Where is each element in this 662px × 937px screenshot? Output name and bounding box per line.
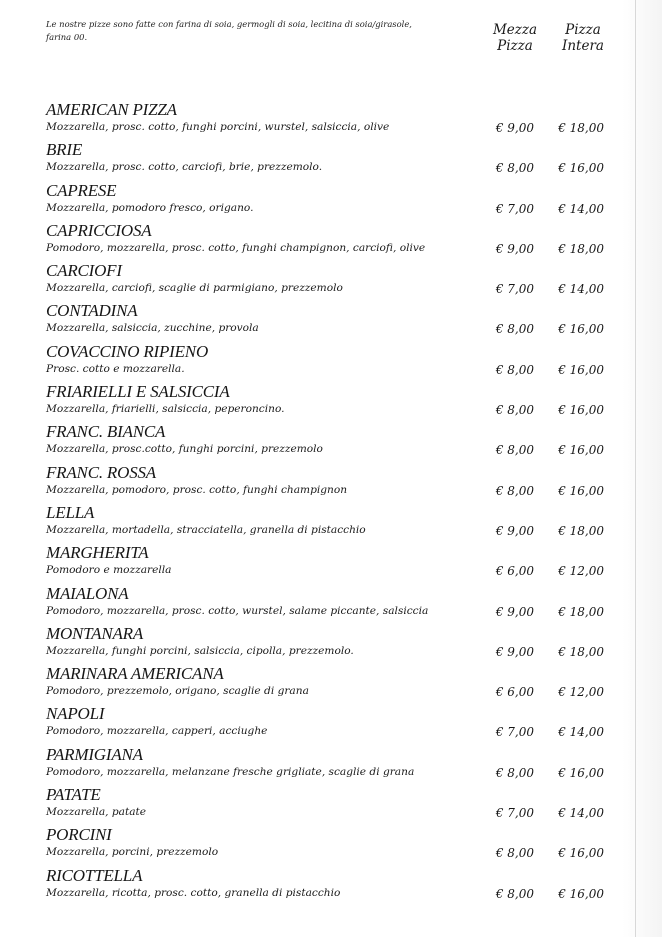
list-item bbox=[0, 866, 662, 906]
price-half-pizza: € 7,00 bbox=[495, 806, 534, 821]
list-item bbox=[0, 745, 662, 785]
pizza-ingredients: Mozzarella, prosc. cotto, funghi porcini, wurstel, salsiccia, olive bbox=[46, 121, 390, 133]
price-full-pizza: € 18,00 bbox=[558, 523, 604, 538]
price-full-pizza: € 16,00 bbox=[558, 483, 604, 498]
pizza-name: COVACCINO RIPIENO bbox=[46, 341, 209, 361]
pizza-name: LELLA bbox=[46, 502, 95, 522]
price-half-pizza: € 8,00 bbox=[495, 362, 534, 377]
price-full-pizza: € 16,00 bbox=[558, 403, 604, 418]
pizza-name: CAPRESE bbox=[46, 180, 117, 200]
pizza-ingredients: Mozzarella, funghi porcini, salsiccia, cipolla, prezzemolo. bbox=[46, 644, 354, 657]
column-header-full-pizza bbox=[548, 22, 618, 54]
pizza-ingredients: Mozzarella, prosc.cotto, funghi porcini, prezzemolo bbox=[46, 443, 323, 456]
price-half-pizza: € 8,00 bbox=[495, 403, 534, 418]
pizza-ingredients: Pomodoro e mozzarella bbox=[46, 564, 172, 577]
column-header-line: Pizza bbox=[497, 38, 533, 54]
column-header-line: Intera bbox=[562, 38, 604, 54]
price-full-pizza: € 16,00 bbox=[558, 886, 604, 901]
pizza-ingredients: Mozzarella, salsiccia, zucchine, provola bbox=[46, 322, 259, 335]
pizza-name: PORCINI bbox=[46, 825, 112, 845]
price-full-pizza: € 12,00 bbox=[558, 564, 604, 579]
pizza-ingredients: Pomodoro, mozzarella, prosc. cotto, funghi champignon, carciofi, olive bbox=[46, 241, 426, 254]
price-half-pizza: € 9,00 bbox=[495, 121, 534, 135]
list-item bbox=[0, 422, 662, 462]
pizza-name: AMERICAN PIZZA bbox=[46, 100, 177, 119]
list-item bbox=[0, 382, 662, 422]
price-full-pizza: € 16,00 bbox=[558, 443, 604, 458]
price-half-pizza: € 8,00 bbox=[495, 443, 534, 458]
list-item bbox=[0, 463, 662, 503]
list-item bbox=[0, 543, 662, 583]
pizza-name: FRANC. BIANCA bbox=[46, 422, 166, 442]
list-item bbox=[0, 503, 662, 543]
pizza-ingredients: Prosc. cotto e mozzarella. bbox=[46, 362, 185, 375]
pizza-name: MARINARA AMERICANA bbox=[46, 664, 224, 684]
pizza-list bbox=[0, 100, 662, 906]
price-full-pizza: € 18,00 bbox=[558, 241, 604, 256]
pizza-ingredients: Mozzarella, prosc. cotto, carciofi, brie, prezzemolo. bbox=[46, 161, 323, 174]
price-half-pizza: € 8,00 bbox=[495, 886, 534, 901]
price-full-pizza: € 16,00 bbox=[558, 322, 604, 337]
pizza-ingredients: Mozzarella, pomodoro, prosc. cotto, funghi champignon bbox=[46, 483, 348, 496]
price-half-pizza: € 9,00 bbox=[495, 604, 534, 619]
pizza-name: FRANC. ROSSA bbox=[46, 462, 156, 482]
pizza-name: CAPRICCIOSA bbox=[46, 220, 152, 240]
price-half-pizza: € 8,00 bbox=[495, 161, 534, 176]
pizza-name: FRIARIELLI E SALSICCIA bbox=[46, 382, 230, 402]
pizza-name: MONTANARA bbox=[46, 623, 144, 643]
list-item bbox=[0, 100, 662, 140]
price-full-pizza: € 14,00 bbox=[558, 201, 604, 216]
pizza-name: RICOTTELLA bbox=[46, 865, 143, 885]
list-item bbox=[0, 221, 662, 261]
list-item bbox=[0, 181, 662, 221]
pizza-ingredients: Mozzarella, ricotta, prosc. cotto, granella di pistacchio bbox=[46, 886, 341, 899]
pizza-ingredients: Pomodoro, mozzarella, melanzane fresche grigliate, scaglie di grana bbox=[46, 765, 415, 778]
column-header-half-pizza bbox=[480, 22, 550, 54]
pizza-name: NAPOLI bbox=[46, 704, 105, 724]
price-full-pizza: € 16,00 bbox=[558, 362, 604, 377]
price-half-pizza: € 7,00 bbox=[495, 282, 534, 297]
price-full-pizza: € 18,00 bbox=[558, 644, 604, 659]
price-half-pizza: € 7,00 bbox=[495, 725, 534, 740]
pizza-name: PARMIGIANA bbox=[46, 744, 143, 764]
pizza-name: CONTADINA bbox=[46, 301, 138, 321]
price-half-pizza: € 9,00 bbox=[495, 241, 534, 256]
column-header-line: Pizza bbox=[565, 22, 601, 38]
pizza-name: PATATE bbox=[46, 785, 101, 805]
price-half-pizza: € 8,00 bbox=[495, 846, 534, 861]
price-full-pizza: € 14,00 bbox=[558, 806, 604, 821]
list-item bbox=[0, 584, 662, 624]
price-full-pizza: € 16,00 bbox=[558, 161, 604, 176]
price-half-pizza: € 7,00 bbox=[495, 201, 534, 216]
list-item bbox=[0, 664, 662, 704]
price-full-pizza: € 12,00 bbox=[558, 685, 604, 700]
list-item bbox=[0, 624, 662, 664]
column-header-line: Mezza bbox=[492, 22, 538, 38]
pizza-ingredients: Pomodoro, mozzarella, prosc. cotto, wurstel, salame piccante, salsiccia bbox=[46, 604, 429, 617]
price-full-pizza: € 14,00 bbox=[558, 282, 604, 297]
pizza-ingredients: Pomodoro, mozzarella, capperi, acciughe bbox=[46, 725, 268, 738]
price-full-pizza: € 16,00 bbox=[558, 765, 604, 780]
price-half-pizza: € 8,00 bbox=[495, 322, 534, 337]
pizza-ingredients: Mozzarella, mortadella, stracciatella, granella di pistacchio bbox=[46, 523, 366, 536]
intro-note: Le nostre pizze sono fatte con farina di soia, germogli di soia, lecitina di soia/girasole, farina 00. bbox=[46, 19, 412, 42]
price-full-pizza: € 14,00 bbox=[558, 725, 604, 740]
pizza-ingredients: Mozzarella, patate bbox=[46, 806, 147, 819]
price-half-pizza: € 6,00 bbox=[495, 564, 534, 579]
price-full-pizza: € 18,00 bbox=[558, 121, 604, 135]
pizza-name: MARGHERITA bbox=[46, 543, 149, 563]
price-half-pizza: € 8,00 bbox=[495, 483, 534, 498]
pizza-ingredients: Mozzarella, pomodoro fresco, origano. bbox=[46, 201, 254, 214]
price-full-pizza: € 18,00 bbox=[558, 604, 604, 619]
list-item bbox=[0, 825, 662, 865]
price-half-pizza: € 6,00 bbox=[495, 685, 534, 700]
price-full-pizza: € 16,00 bbox=[558, 846, 604, 861]
list-item bbox=[0, 261, 662, 301]
pizza-ingredients: Pomodoro, prezzemolo, origano, scaglie di grana bbox=[46, 685, 309, 698]
price-half-pizza: € 8,00 bbox=[495, 765, 534, 780]
list-item bbox=[0, 342, 662, 382]
list-item bbox=[0, 301, 662, 341]
pizza-name: CARCIOFI bbox=[46, 261, 122, 281]
pizza-ingredients: Mozzarella, friarielli, salsiccia, peperoncino. bbox=[46, 403, 285, 416]
price-half-pizza: € 9,00 bbox=[495, 644, 534, 659]
pizza-name: BRIE bbox=[46, 140, 83, 160]
pizza-ingredients: Mozzarella, porcini, prezzemolo bbox=[46, 846, 219, 859]
list-item bbox=[0, 704, 662, 744]
pizza-ingredients: Mozzarella, carciofi, scaglie di parmigiano, prezzemolo bbox=[46, 282, 343, 295]
price-half-pizza: € 9,00 bbox=[495, 523, 534, 538]
pizza-name: MAIALONA bbox=[46, 583, 129, 603]
list-item bbox=[0, 785, 662, 825]
list-item bbox=[0, 140, 662, 180]
